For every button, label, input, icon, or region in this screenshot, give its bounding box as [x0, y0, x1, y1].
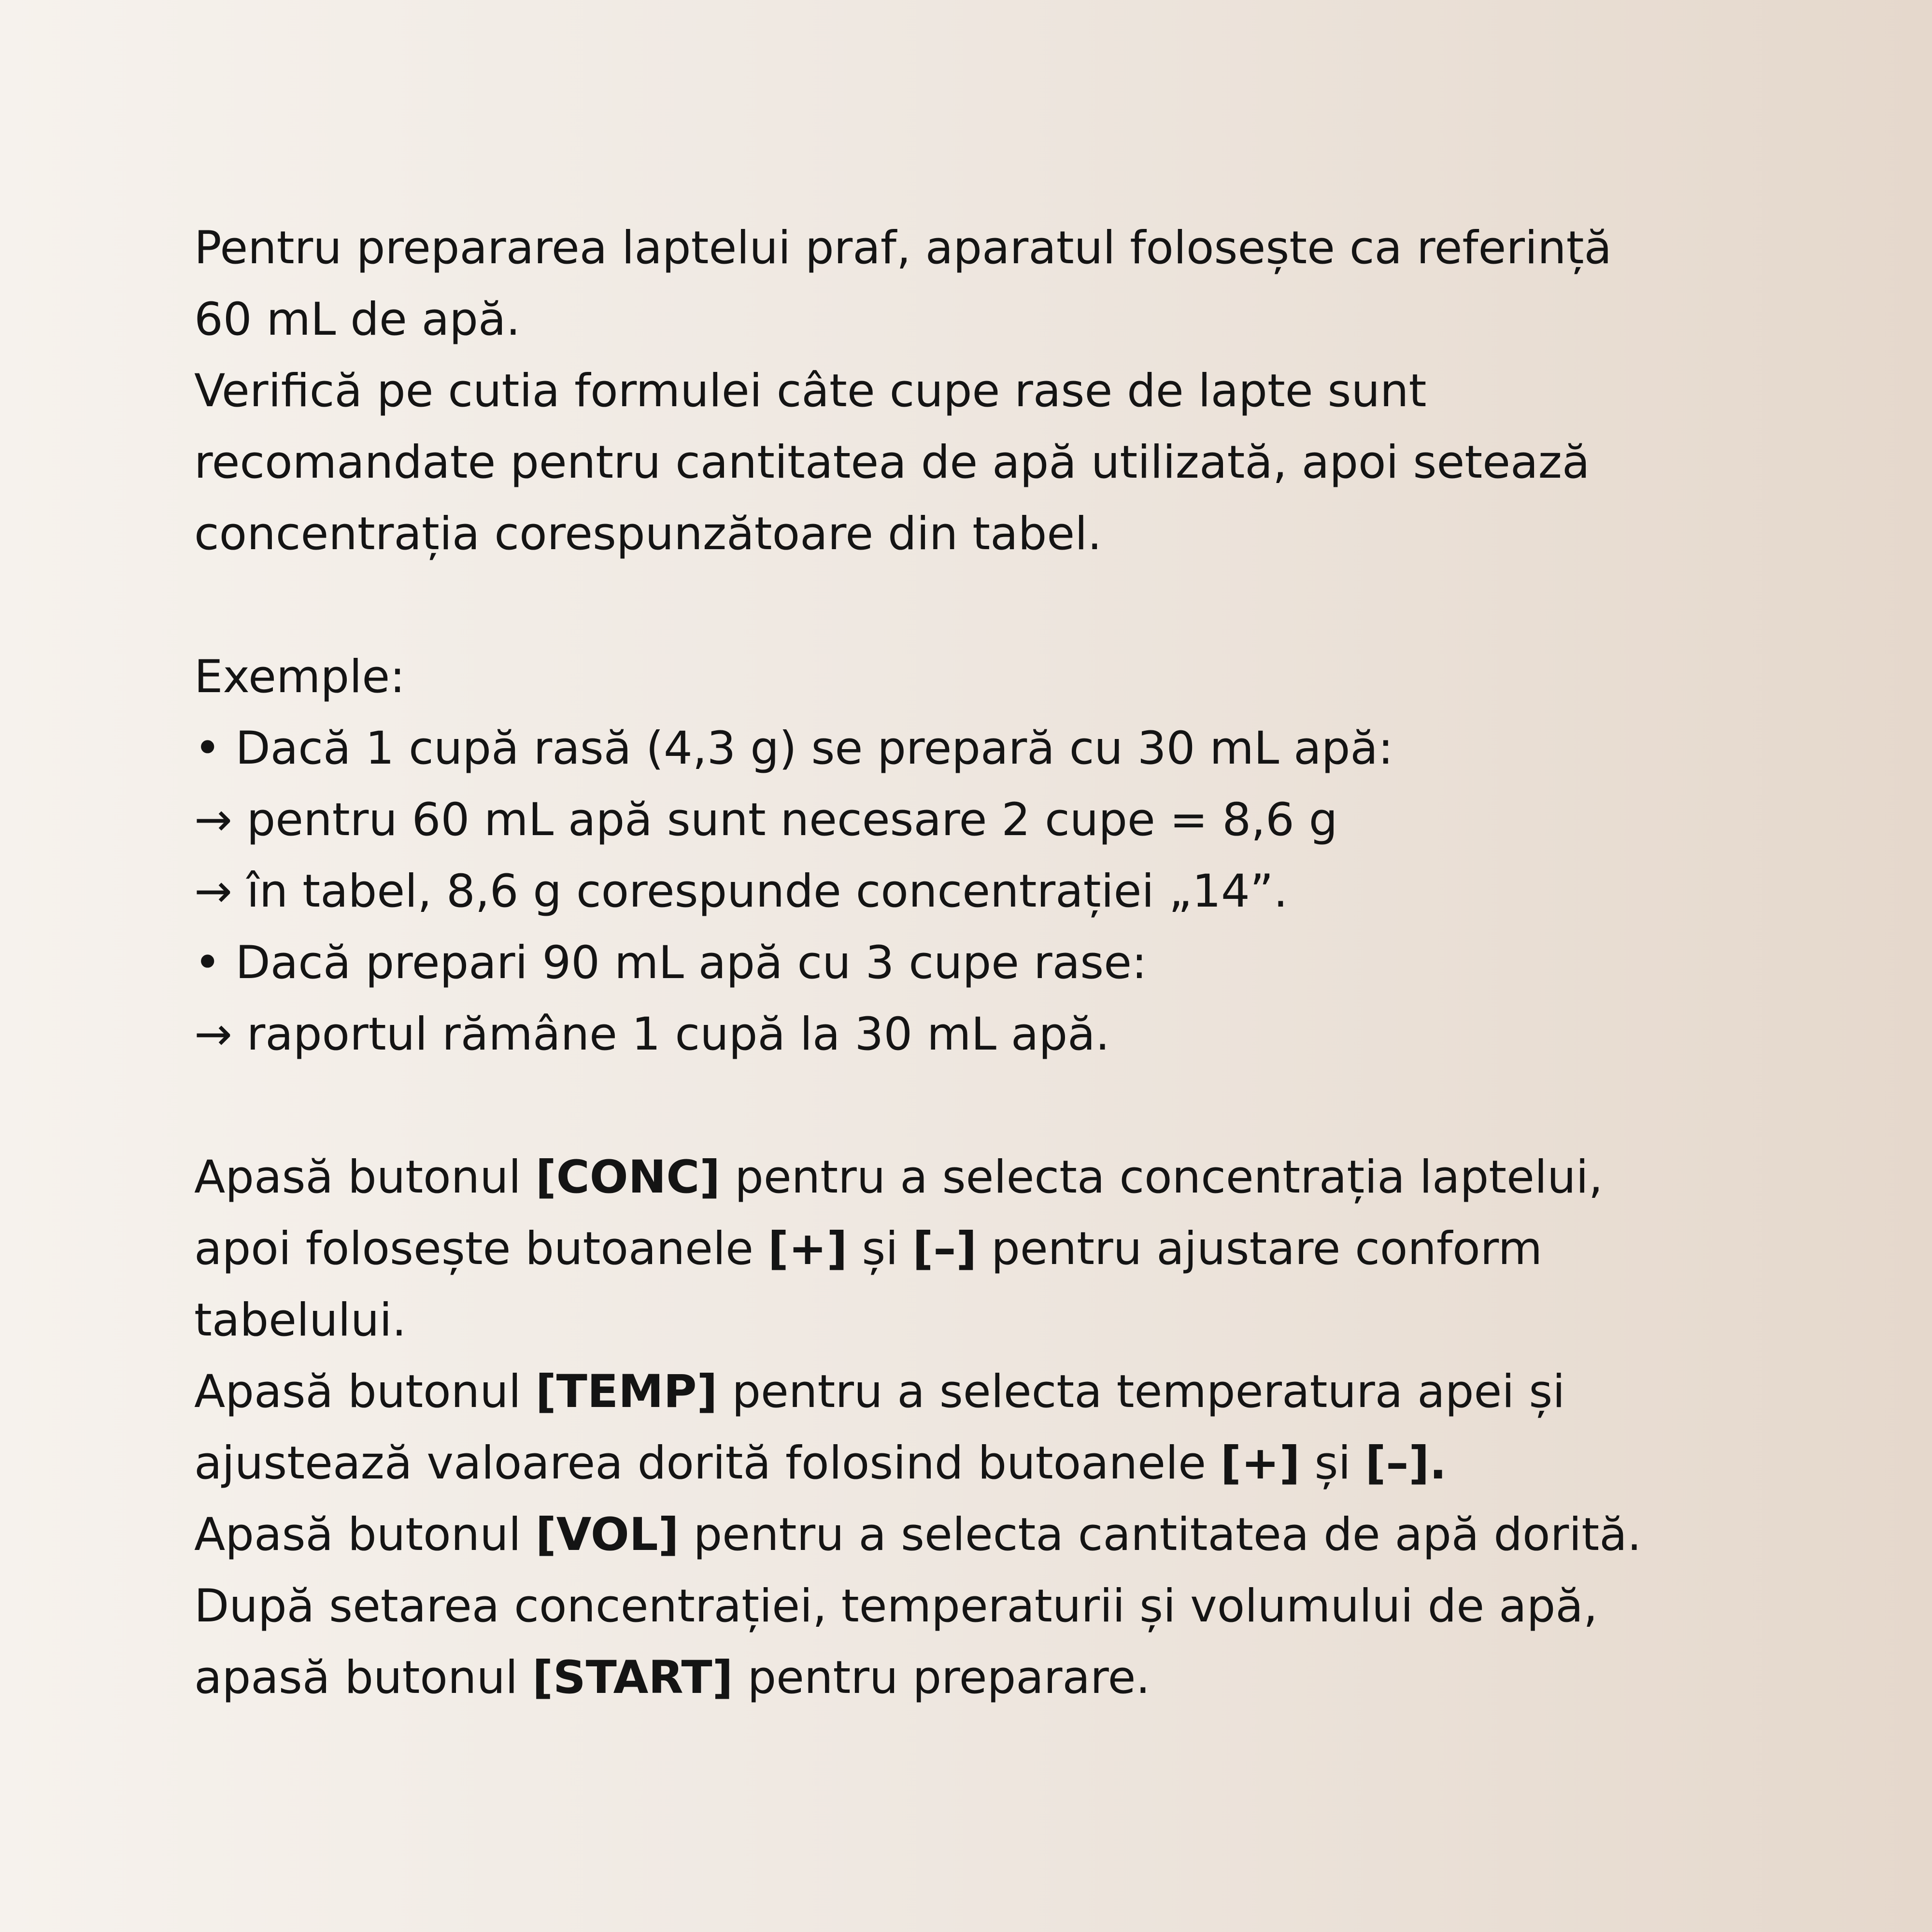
example-bullet: • Dacă prepari 90 mL apă cu 3 cupe rase:: [194, 937, 1147, 989]
vol-button-label: [VOL]: [535, 1508, 679, 1561]
text: Apasă butonul: [194, 1151, 536, 1204]
minus-button-label: [–]: [912, 1222, 977, 1275]
text: pentru preparare.: [733, 1651, 1151, 1704]
start-instruction-line: După setarea concentrației, temperaturii și volumului de apă,: [194, 1580, 1598, 1633]
conc-instruction-line: [194, 1213, 1740, 1285]
conc-instruction-line: tabelului.: [194, 1294, 407, 1347]
paragraph-spacer: [194, 570, 1740, 641]
text-line: recomandate pentru cantitatea de apă utilizată, apoi setează: [194, 436, 1590, 489]
temp-instruction-line: [194, 1356, 1740, 1428]
text: apoi folosește butoanele: [194, 1222, 768, 1275]
example-arrow-line: → în tabel, 8,6 g corespunde concentrației „14”.: [194, 865, 1288, 918]
text: pentru a selecta cantitatea de apă dorită.: [679, 1508, 1642, 1561]
text: ajustează valoarea dorită folosind butoanele: [194, 1437, 1221, 1490]
vol-instruction-line: [194, 1499, 1740, 1571]
conc-button-label: [CONC]: [535, 1151, 721, 1204]
examples-heading: Exemple:: [194, 651, 405, 703]
start-instruction-line: [194, 1642, 1740, 1714]
text: Apasă butonul: [194, 1508, 536, 1561]
instructions-text-block: [194, 213, 1740, 1714]
text: Apasă butonul: [194, 1365, 536, 1418]
text: apasă butonul: [194, 1651, 533, 1704]
temp-button-label: [TEMP]: [535, 1365, 718, 1418]
text: pentru a selecta concentrația laptelui,: [720, 1151, 1603, 1204]
conc-instruction-line: [194, 1142, 1740, 1213]
plus-button-label: [+]: [767, 1222, 848, 1275]
text: pentru a selecta temperatura apei și: [717, 1365, 1565, 1418]
temp-instruction-line: [194, 1428, 1740, 1499]
example-arrow-line: → raportul rămâne 1 cupă la 30 mL apă.: [194, 1008, 1110, 1061]
start-button-label: [START]: [532, 1651, 733, 1704]
example-arrow-line: → pentru 60 mL apă sunt necesare 2 cupe = 8,6 g: [194, 794, 1338, 846]
text-line: Verifică pe cutia formulei câte cupe rase de lapte sunt: [194, 365, 1427, 417]
text-line: 60 mL de apă.: [194, 293, 521, 346]
paragraph-spacer: [194, 1070, 1740, 1142]
text-line: Pentru prepararea laptelui praf, aparatul folosește ca referință: [194, 222, 1612, 274]
example-bullet: • Dacă 1 cupă rasă (4,3 g) se prepară cu 30 mL apă:: [194, 722, 1393, 775]
text: și: [847, 1222, 913, 1275]
text: și: [1300, 1437, 1365, 1490]
plus-button-label: [+]: [1220, 1437, 1300, 1490]
minus-button-label: [–].: [1365, 1437, 1447, 1490]
text-line: concentrația corespunzătoare din tabel.: [194, 508, 1102, 560]
text: pentru ajustare conform: [977, 1222, 1543, 1275]
